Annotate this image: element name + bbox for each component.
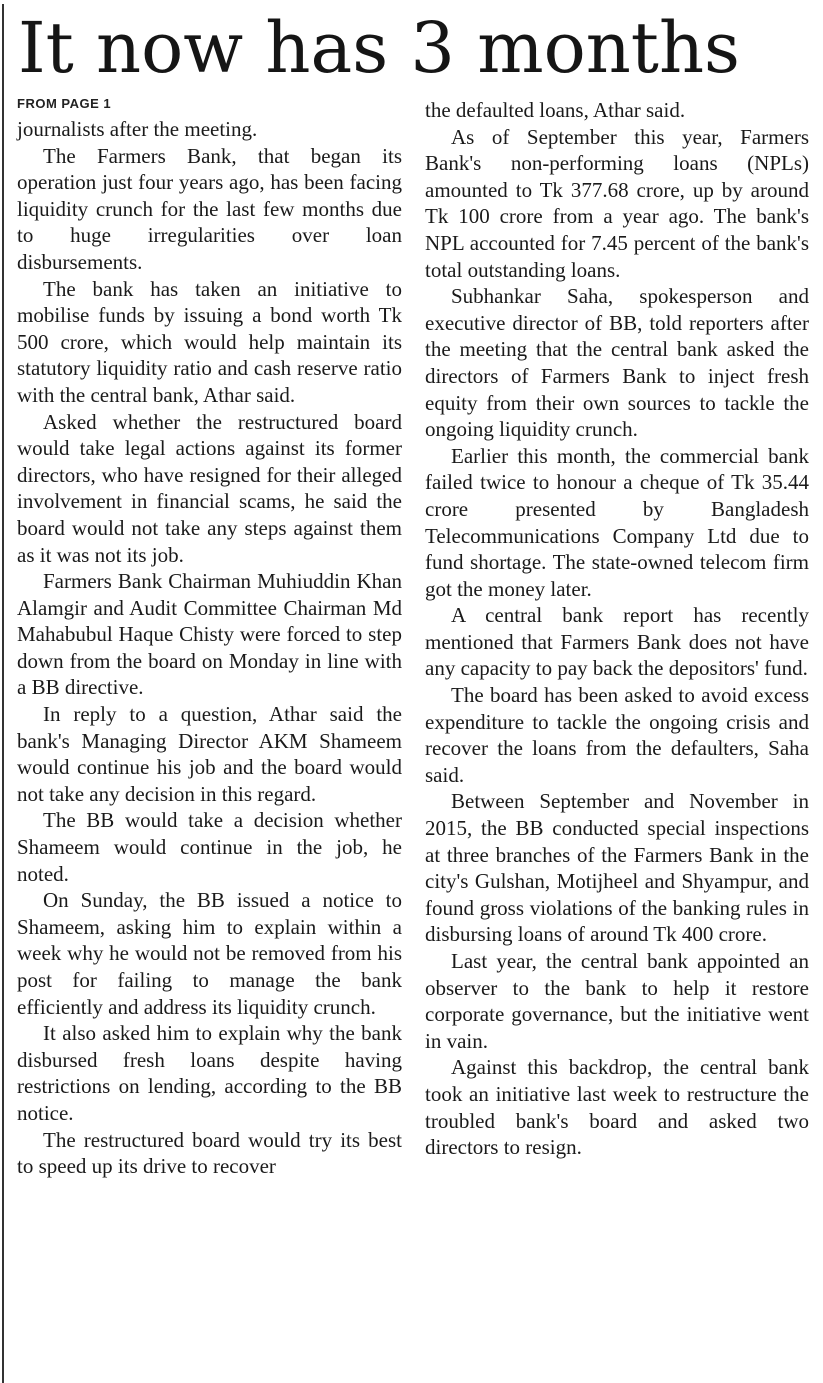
column-rule [2, 4, 4, 1383]
paragraph: Last year, the central bank appointed an observer to the bank to help it restore corporate governance, but the initiative went in vain. [425, 949, 809, 1053]
paragraph: The board has been asked to avoid excess expenditure to tackle the ongoing crisis and recover the loans from the defaulters, Saha said. [425, 683, 809, 787]
paragraph: Earlier this month, the commercial bank failed twice to honour a cheque of Tk 35.44 crore presented by Bangladesh Telecommunications Company Ltd due to fund shortage. The state-owned telecom firm got the money later. [425, 443, 809, 601]
paragraph: On Sunday, the BB issued a notice to Shameem, asking him to explain within a week why he would not be removed from his post for failing to manage the bank efficiently and address its liquidity crunch. [17, 888, 402, 1019]
paragraph: The Farmers Bank, that began its operation just four years ago, has been facing liquidity crunch for the last few months due to huge irregularities over loan disbursements. [17, 143, 402, 274]
paragraph: Against this backdrop, the central bank took an initiative last week to restructure the troubled bank's board and asked two directors to resign. [425, 1055, 809, 1160]
left-column [17, 96, 402, 1180]
paragraph: journalists after the meeting. [17, 117, 258, 141]
jump-line: FROM PAGE 1 [17, 96, 112, 111]
paragraph: As of September this year, Farmers Bank's non-performing loans (NPLs) amounted to Tk 377.68 crore, up by around Tk 100 crore from a year ago. The bank's NPL accounted for 7.45 percent of the bank's total outstanding loans. [425, 124, 809, 282]
paragraph: Farmers Bank Chairman Muhiuddin Khan Alamgir and Audit Committee Chairman Md Mahabubul Haque Chisty were forced to step down from the board on Monday in line with a BB directive. [17, 569, 402, 700]
paragraph: In reply to a question, Athar said the bank's Managing Director AKM Shameem would continue his job and the board would not take any decision in this regard. [17, 702, 402, 806]
paragraph: Subhankar Saha, spokesperson and executive director of BB, told reporters after the meeting that the central bank asked the directors of Farmers Bank to inject fresh equity from their own sources to tackle the ongoing liquidity crunch. [425, 284, 809, 442]
paragraph: A central bank report has recently mentioned that Farmers Bank does not have any capacity to pay back the depositors' fund. [425, 603, 809, 681]
paragraph: The restructured board would try its best to speed up its drive to recover [17, 1127, 402, 1179]
paragraph: The bank has taken an initiative to mobilise funds by issuing a bond worth Tk 500 crore, which would help maintain its statutory liquidity ratio and cash reserve ratio with the central bank, Athar said. [17, 276, 402, 407]
paragraph: It also asked him to explain why the bank disbursed fresh loans despite having restrictions on lending, according to the BB notice. [17, 1021, 402, 1125]
headline: It now has 3 months [18, 7, 740, 89]
right-column [425, 97, 809, 1161]
paragraph: The BB would take a decision whether Shameem would continue in the job, he noted. [17, 808, 402, 886]
paragraph: Between September and November in 2015, the BB conducted special inspections at three branches of the Farmers Bank in the city's Gulshan, Motijheel and Shyampur, and found gross violations of the banking rules in disbursing loans of around Tk 400 crore. [425, 789, 809, 947]
paragraph: Asked whether the restructured board would take legal actions against its former directors, who have resigned for their alleged involvement in financial scams, he said the board would not take any steps against them as it was not its job. [17, 409, 402, 567]
paragraph: the defaulted loans, Athar said. [425, 98, 686, 122]
